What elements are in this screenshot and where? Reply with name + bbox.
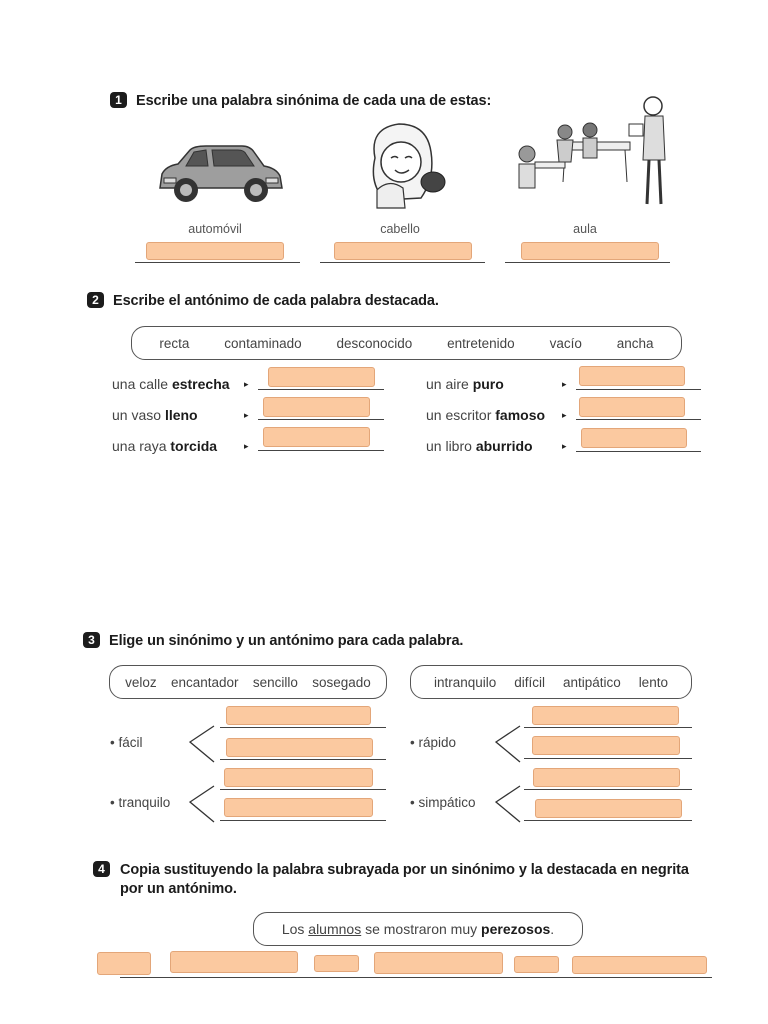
arrow-icon: ▸ — [562, 379, 567, 389]
word-bank-item: sosegado — [312, 674, 371, 690]
word-bank-item: antipático — [562, 674, 621, 690]
answer-field-simpatico-antonimo[interactable] — [535, 799, 682, 818]
answer-input[interactable] — [573, 958, 706, 974]
sentence-underlined-word: alumnos — [308, 921, 362, 937]
exercise-3-title: Elige un sinónimo y un antónimo para cada palabra. — [109, 633, 464, 649]
item-tranquilo: • tranquilo — [110, 795, 171, 810]
answer-input[interactable] — [580, 398, 684, 416]
exercise-1-title: Escribe una palabra sinónima de cada una de estas: — [136, 93, 492, 109]
answer-line — [505, 262, 670, 263]
answer-line — [524, 727, 692, 728]
answer-input[interactable] — [171, 952, 297, 972]
answer-field-facil-antonimo[interactable] — [226, 738, 373, 757]
answer-field-rapido-antonimo[interactable] — [532, 736, 680, 755]
answer-input[interactable] — [536, 800, 681, 817]
answer-input[interactable] — [225, 769, 372, 786]
exercise-2-title: Escribe el antónimo de cada palabra destacada. — [113, 293, 439, 309]
sentence-bold-word: perezosos — [481, 921, 551, 937]
answer-field-lleno[interactable] — [263, 397, 370, 417]
phrase-famoso: un escritor famoso — [426, 407, 546, 423]
word-bank-item: sencillo — [252, 674, 298, 690]
answer-line — [524, 820, 692, 821]
answer-field-automovil[interactable] — [146, 242, 284, 260]
arrow-icon: ▸ — [562, 410, 567, 420]
answer-line — [258, 389, 384, 390]
word-bank-item: desconocido — [336, 335, 413, 351]
exercise-4-title-line-2: por un antónimo. — [120, 881, 237, 897]
answer-input[interactable] — [264, 428, 369, 446]
word-bank-item: contaminado — [224, 335, 302, 351]
sentence-text: . — [550, 921, 555, 937]
answer-line — [524, 789, 692, 790]
word-bank-antonyms-2 — [410, 665, 692, 699]
answer-field-rapido-sinonimo[interactable] — [532, 706, 679, 725]
word-bank-item: veloz — [125, 674, 157, 690]
car-icon — [150, 140, 290, 210]
answer-input[interactable] — [375, 953, 502, 973]
answer-field-word-6[interactable] — [572, 956, 707, 974]
answer-line — [220, 727, 386, 728]
bracket-icon — [186, 722, 216, 766]
answer-field-aula[interactable] — [521, 242, 659, 260]
sentence-text: Los — [281, 921, 309, 937]
arrow-icon: ▸ — [562, 441, 567, 451]
caption-aula: aula — [573, 222, 597, 236]
arrow-icon: ▸ — [244, 379, 249, 389]
answer-field-estrecha[interactable] — [268, 367, 375, 387]
phrase-aburrido: un libro aburrido — [426, 438, 533, 454]
girl-hair-icon — [355, 118, 450, 210]
phrase-torcida: una raya torcida — [112, 438, 218, 454]
answer-line — [258, 450, 384, 451]
phrase-estrecha: una calle estrecha — [112, 376, 230, 392]
item-facil: • fácil — [110, 735, 143, 750]
answer-field-facil-sinonimo[interactable] — [226, 706, 371, 725]
sentence-text: se mostraron muy — [361, 921, 482, 937]
exercise-3-number: 3 — [83, 632, 100, 648]
word-bank-item: lento — [638, 674, 668, 690]
answer-input[interactable] — [269, 368, 374, 386]
answer-input[interactable] — [533, 707, 678, 724]
answer-field-simpatico-sinonimo[interactable] — [533, 768, 680, 787]
word-bank-item: difícil — [514, 674, 545, 690]
answer-field-word-1[interactable] — [97, 952, 151, 975]
caption-cabello: cabello — [380, 222, 420, 236]
answer-input-automovil[interactable] — [147, 244, 283, 260]
answer-field-tranquilo-sinonimo[interactable] — [224, 768, 373, 787]
answer-field-word-3[interactable] — [314, 955, 359, 972]
answer-input[interactable] — [264, 398, 369, 416]
answer-line — [220, 759, 386, 760]
answer-input[interactable] — [227, 707, 370, 724]
answer-line — [120, 977, 712, 978]
answer-input[interactable] — [582, 429, 686, 447]
word-bank-antonyms — [131, 326, 682, 360]
answer-line — [320, 262, 485, 263]
answer-line — [576, 451, 701, 452]
exercise-4-number: 4 — [93, 861, 110, 877]
answer-input[interactable] — [515, 958, 558, 973]
word-bank-item: recta — [159, 335, 190, 351]
classroom-icon — [505, 92, 675, 212]
answer-line — [524, 758, 692, 759]
answer-field-puro[interactable] — [579, 366, 685, 386]
phrase-lleno: un vaso lleno — [112, 407, 198, 423]
phrase-puro: un aire puro — [426, 376, 504, 392]
exercise-4-title-line-1: Copia sustituyendo la palabra subrayada por un sinónimo y la destacada en negrita — [120, 862, 689, 878]
bracket-icon — [186, 782, 216, 826]
answer-field-aburrido[interactable] — [581, 428, 687, 448]
word-bank-item: encantador — [171, 674, 239, 690]
answer-line — [258, 419, 384, 420]
answer-line — [576, 419, 701, 420]
answer-input-cabello[interactable] — [335, 244, 471, 260]
answer-input-aula[interactable] — [522, 244, 658, 260]
word-bank-synonyms — [109, 665, 387, 699]
exercise-4-title — [120, 861, 720, 899]
answer-field-cabello[interactable] — [334, 242, 472, 260]
answer-field-tranquilo-antonimo[interactable] — [224, 798, 373, 817]
model-sentence — [253, 912, 583, 946]
answer-input[interactable] — [225, 799, 372, 816]
answer-field-word-5[interactable] — [514, 956, 559, 973]
answer-field-famoso[interactable] — [579, 397, 685, 417]
answer-line — [576, 389, 701, 390]
word-bank-item: vacío — [549, 335, 582, 351]
word-bank-item: entretenido — [447, 335, 515, 351]
exercise-1-number: 1 — [110, 92, 127, 108]
word-bank-item: ancha — [616, 335, 654, 351]
item-simpatico: • simpático — [410, 795, 476, 810]
answer-input[interactable] — [580, 367, 684, 385]
answer-input[interactable] — [227, 739, 372, 756]
answer-input[interactable] — [98, 953, 150, 974]
item-rapido: • rápido — [410, 735, 457, 750]
answer-input[interactable] — [534, 769, 679, 786]
answer-line — [220, 820, 386, 821]
answer-field-word-4[interactable] — [374, 952, 503, 974]
bracket-icon — [492, 722, 522, 766]
answer-field-torcida[interactable] — [263, 427, 370, 447]
answer-line — [220, 789, 386, 790]
answer-line — [135, 262, 300, 263]
word-bank-item: intranquilo — [433, 674, 497, 690]
answer-field-word-2[interactable] — [170, 951, 298, 973]
arrow-icon: ▸ — [244, 441, 249, 451]
answer-input[interactable] — [315, 957, 358, 972]
answer-input[interactable] — [533, 737, 679, 754]
caption-automovil: automóvil — [188, 222, 242, 236]
arrow-icon: ▸ — [244, 410, 249, 420]
exercise-2-number: 2 — [87, 292, 104, 308]
bracket-icon — [492, 782, 522, 826]
